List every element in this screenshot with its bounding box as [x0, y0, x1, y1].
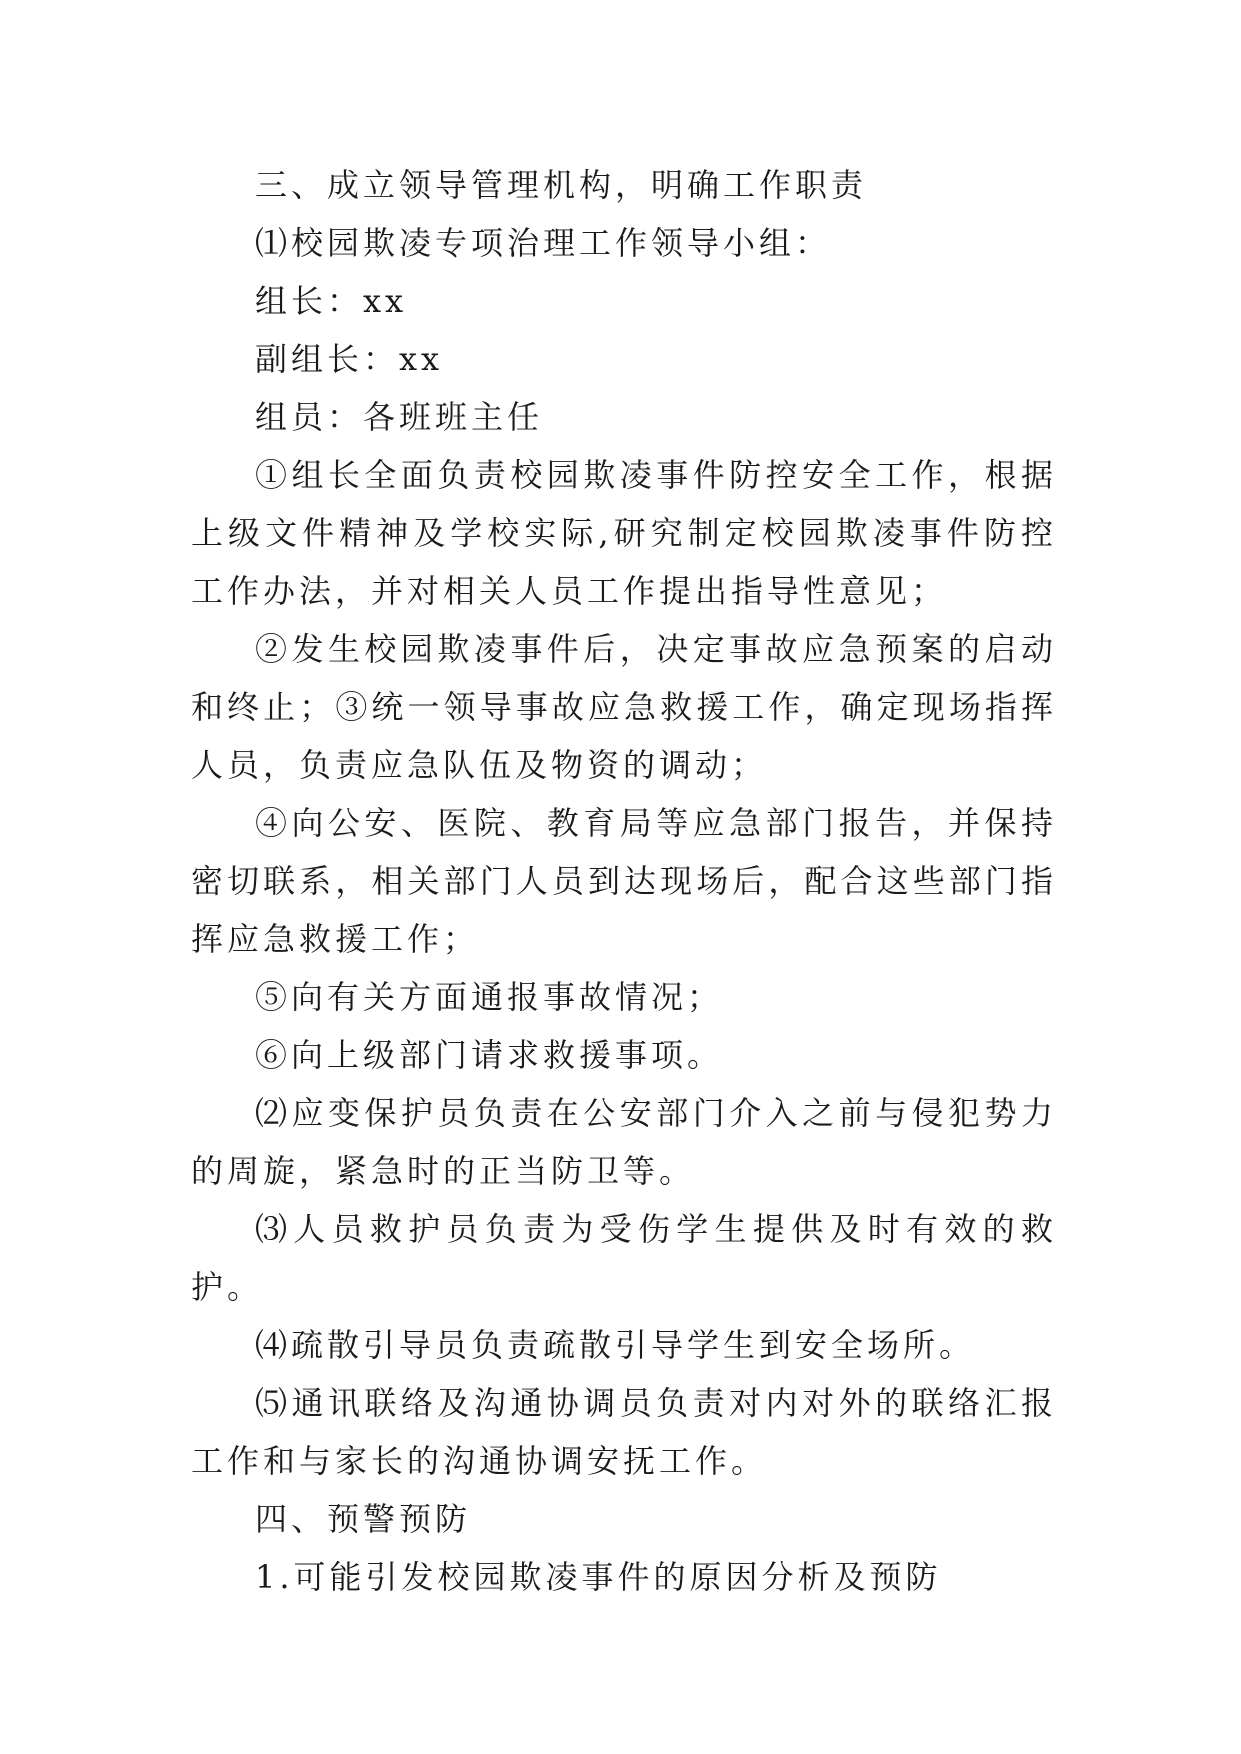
paragraph: 组员：各班班主任 — [255, 398, 544, 436]
section-heading: 四、预警预防 — [255, 1500, 472, 1538]
paragraph: ⑴校园欺凌专项治理工作领导小组： — [255, 224, 832, 262]
paragraph: ⑵应变保护员负责在公安部门介入之前与侵犯势力的周旋，紧急时的正当防卫等。 — [191, 1094, 1057, 1190]
paragraph: 副组长：xx — [255, 340, 444, 378]
paragraph: 1.可能引发校园欺凌事件的原因分析及预防 — [255, 1558, 942, 1596]
document-body — [191, 156, 1057, 1606]
paragraph: ④向公安、医院、教育局等应急部门报告，并保持密切联系，相关部门人员到达现场后，配合这些部门指挥应急救援工作； — [191, 804, 1057, 958]
paragraph: ⑷疏散引导员负责疏散引导学生到安全场所。 — [255, 1326, 976, 1364]
paragraph: ⑥向上级部门请求救援事项。 — [255, 1036, 724, 1074]
paragraph: ⑤向有关方面通报事故情况； — [255, 978, 724, 1016]
section-heading: 三、成立领导管理机构，明确工作职责 — [255, 166, 868, 204]
paragraph: ①组长全面负责校园欺凌事件防控安全工作，根据上级文件精神及学校实际,研究制定校园欺凌事件防控工作办法，并对相关人员工作提出指导性意见； — [191, 456, 1057, 610]
paragraph: ⑸通讯联络及沟通协调员负责对内对外的联络汇报工作和与家长的沟通协调安抚工作。 — [191, 1384, 1057, 1480]
paragraph: 组长：xx — [255, 282, 408, 320]
paragraph: ②发生校园欺凌事件后，决定事故应急预案的启动和终止；③统一领导事故应急救援工作，确定现场指挥人员，负责应急队伍及物资的调动； — [191, 630, 1057, 784]
paragraph: ⑶人员救护员负责为受伤学生提供及时有效的救护。 — [191, 1210, 1057, 1306]
